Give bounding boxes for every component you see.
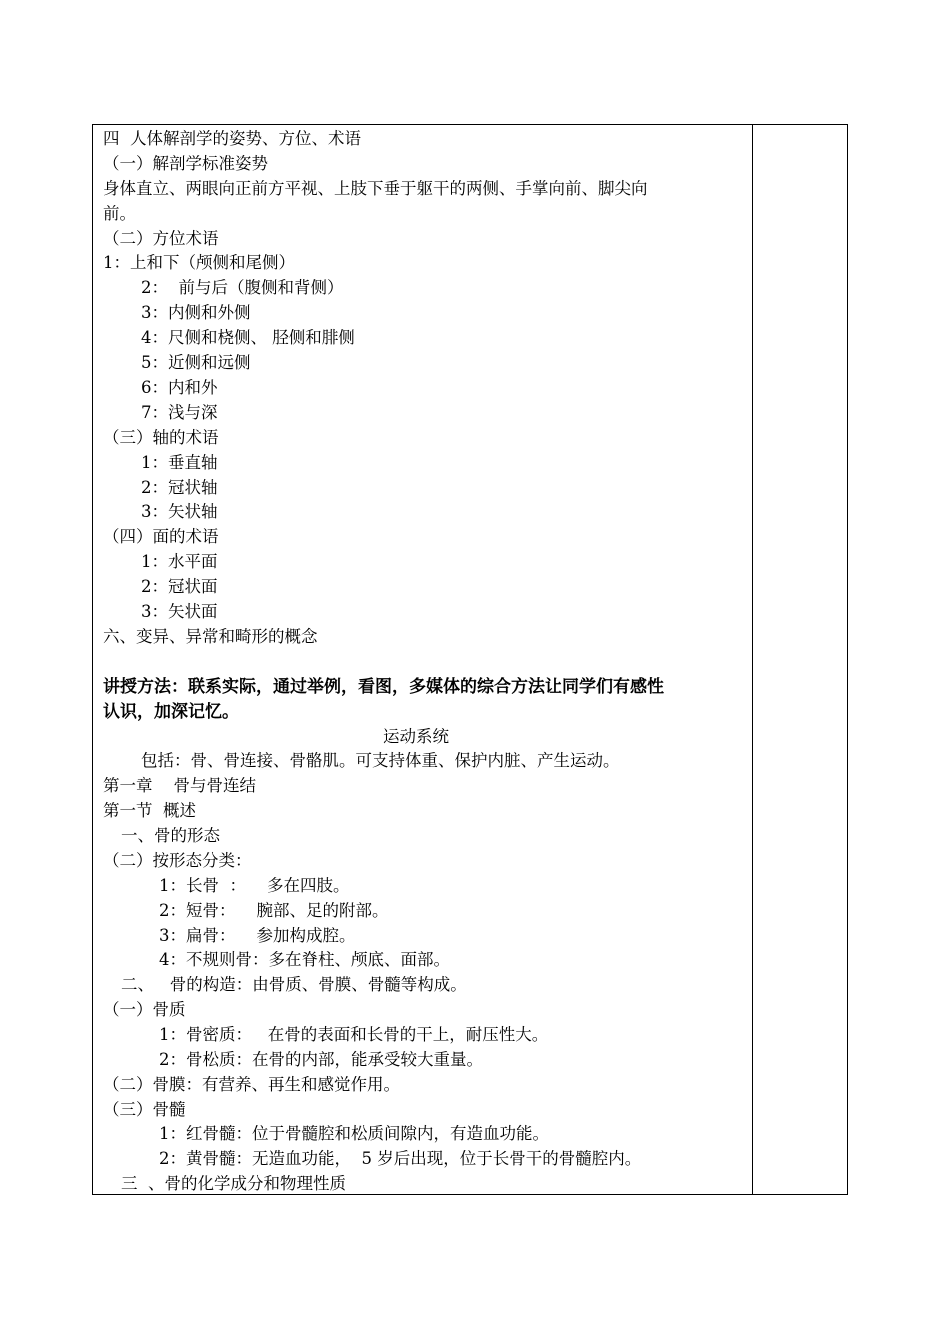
text-line: 四 人体解剖学的姿势、方位、术语 [103, 129, 361, 148]
text-line: （二）骨膜：有营养、再生和感觉作用。 [103, 1075, 400, 1094]
text-line: 运动系统 [383, 727, 449, 746]
text-line: （一）解剖学标准姿势 [103, 154, 268, 173]
text-line: 1：上和下（颅侧和尾侧） [103, 253, 295, 272]
text-line: 2：冠状面 [141, 577, 218, 596]
text-line: （四）面的术语 [103, 527, 219, 546]
document-table [92, 124, 848, 1195]
text-line: 2：骨松质：在骨的内部，能承受较大重量。 [159, 1050, 483, 1069]
text-line: 5：近侧和远侧 [141, 353, 251, 372]
text-line: 前。 [103, 204, 136, 223]
text-line: 3：扁骨： 参加构成腔。 [159, 926, 356, 945]
text-line: 二、 骨的构造：由骨质、骨膜、骨髓等构成。 [121, 975, 467, 994]
text-line: （二）按形态分类： [103, 851, 252, 870]
text-line: 3：内侧和外侧 [141, 303, 251, 322]
text-line: （一）骨质 [103, 1000, 186, 1019]
text-line: 2：冠状轴 [141, 478, 218, 497]
text-line: 4：不规则骨：多在脊柱、颅底、面部。 [159, 950, 450, 969]
text-line: 三 、骨的化学成分和物理性质 [121, 1174, 346, 1193]
text-line: 第一节 概述 [103, 801, 196, 820]
text-line: 4：尺侧和桡侧、 胫侧和腓侧 [141, 328, 355, 347]
text-line: （三）轴的术语 [103, 428, 219, 447]
text-line: 认识，加深记忆。 [103, 702, 239, 722]
text-line: 1：红骨髓：位于骨髓腔和松质间隙内，有造血功能。 [159, 1124, 549, 1143]
text-line: 2：黄骨髓：无造血功能， 5 岁后出现，位于长骨干的骨髓腔内。 [159, 1149, 642, 1168]
text-line: 3：矢状面 [141, 602, 218, 621]
text-line: 2：短骨： 腕部、足的附部。 [159, 901, 389, 920]
text-line: （二）方位术语 [103, 229, 219, 248]
text-line: 1：骨密质： 在骨的表面和长骨的干上，耐压性大。 [159, 1025, 549, 1044]
text-line: 身体直立、两眼向正前方平视、上肢下垂于躯干的两侧、手掌向前、脚尖向 [103, 179, 648, 198]
text-line: 一、骨的形态 [121, 826, 220, 845]
text-line: 六、变异、异常和畸形的概念 [103, 627, 318, 646]
text-line: 3：矢状轴 [141, 502, 218, 521]
text-line: （三）骨髓 [103, 1100, 186, 1119]
text-line: 1：长骨 ： 多在四肢。 [159, 876, 350, 895]
text-line: 7：浅与深 [141, 403, 218, 422]
text-line: 1：水平面 [141, 552, 218, 571]
text-line: 1：垂直轴 [141, 453, 218, 472]
text-line: 包括：骨、骨连接、骨骼肌。可支持体重、保护内脏、产生运动。 [141, 751, 620, 770]
text-line: 讲授方法：联系实际，通过举例，看图，多媒体的综合方法让同学们有感性 [103, 677, 664, 697]
text-line: 6：内和外 [141, 378, 218, 397]
side-cell [753, 125, 847, 1194]
text-line: 2： 前与后（腹侧和背侧） [141, 278, 344, 297]
text-line: 第一章 骨与骨连结 [103, 776, 256, 795]
